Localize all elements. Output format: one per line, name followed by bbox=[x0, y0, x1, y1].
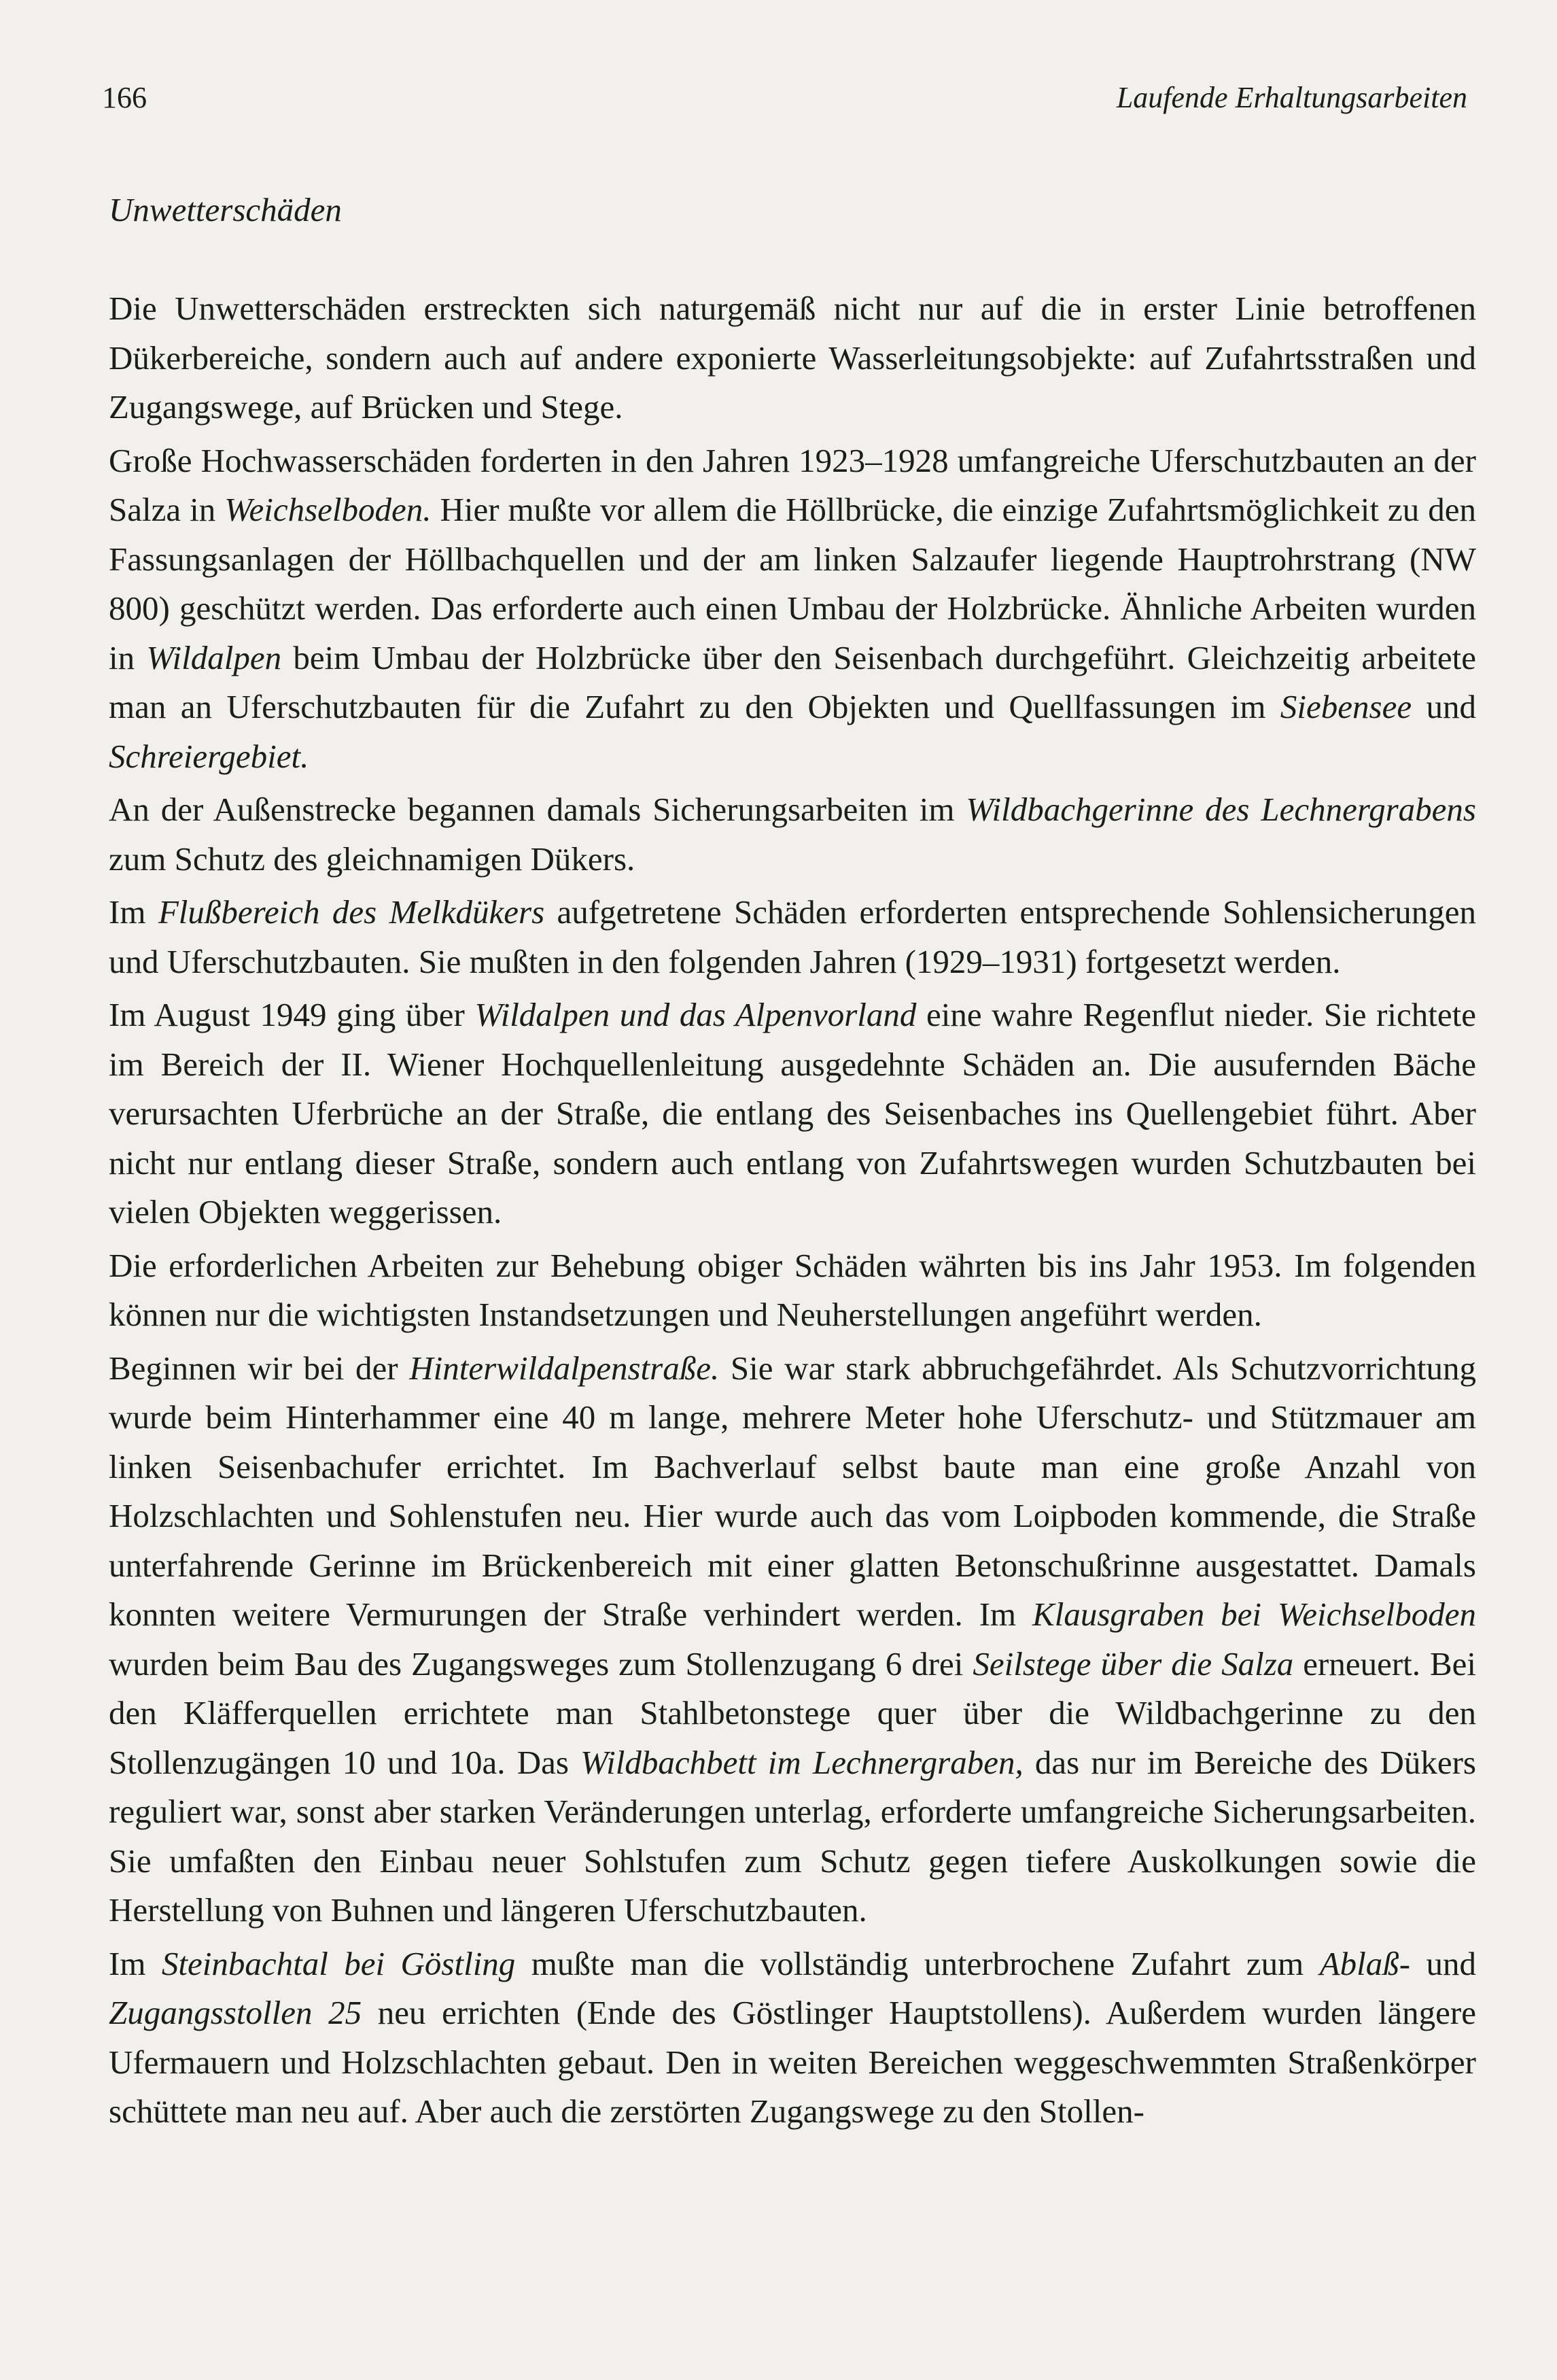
page-number: 166 bbox=[102, 81, 147, 114]
text-run: beim Umbau der Holzbrücke über den Seisenbach durchgeführt. Gleichzeitig arbeitete man an Uferschutzbauten für die Zufahrt zu den Objekten und Quellfassungen im bbox=[109, 638, 1476, 725]
text-run: Im August 1949 ging über bbox=[109, 996, 475, 1033]
italic-text-run: Siebensee bbox=[1280, 688, 1412, 725]
text-run: das nur im Bereiche des Dükers reguliert war, sonst aber starken Veränderungen unterlag, erforderte umfangreiche Sicherungsarbeiten. Sie umfaßten den Einbau neuer Sohlstufen zum Schutz gegen tiefere Auskolkungen sowie die Herstellung von Buhnen und längeren Uferschutzbauten. bbox=[109, 1743, 1476, 1929]
text-run: eine wahre Regenflut nieder. Sie richtete im Bereich der II. Wiener Hochquellenleitung ausgedehnte Schäden an. Die ausufernden Bäche verursachten Uferbrüche an der Straße, die entlang des Seisenbaches ins Quellengebiet führt. Aber nicht nur entlang dieser Straße, sondern auch entlang von Zufahrtswegen wurden Schutzbauten bei vielen Objekten weggerissen. bbox=[109, 996, 1476, 1230]
text-run: Im bbox=[109, 1944, 162, 1982]
text-run: und bbox=[1410, 1944, 1476, 1982]
paragraph bbox=[109, 1939, 1476, 2137]
text-run: An der Außenstrecke begannen damals Sicherungsarbeiten im bbox=[109, 791, 966, 828]
text-run: erneuert. Bei den Kläfferquellen errichtete man Stahlbetonstege quer über die Wildbachgerinne zu den Stollenzugängen 10 und 10a. Das bbox=[109, 1644, 1477, 1781]
text-run: Hier mußte vor allem die Höllbrücke, die einzige Zufahrtsmöglichkeit zu den Fassungsanlagen der Höllbachquellen und der am linken Salzaufer liegende Hauptrohrstrang (NW 800) geschützt werden. Das erforderte auch einen Umbau der Holzbrücke. Ähnliche Arbeiten wurden in bbox=[109, 491, 1476, 676]
italic-text-run: Steinbachtal bei Göstling bbox=[161, 1944, 516, 1982]
body-text bbox=[109, 284, 1476, 2141]
paragraph bbox=[109, 1241, 1476, 1340]
italic-text-run: Wildbachgerinne des Lechnergrabens bbox=[966, 791, 1476, 828]
italic-text-run: Schreiergebiet. bbox=[109, 737, 309, 775]
section-heading: Unwetterschäden bbox=[109, 191, 342, 228]
text-run: neu errichten (Ende des Göstlinger Hauptstollens). Außerdem wurden längere Ufermauern und Holzschlachten gebaut. Den in weiten Bereichen weggeschwemmten Straßenkörper schüttete man neu auf. Aber auch die zerstörten Zugangswege zu den Stollen- bbox=[109, 1994, 1476, 2130]
text-run: Im bbox=[109, 893, 158, 931]
paragraph bbox=[109, 785, 1476, 884]
text-run: Beginnen wir bei der bbox=[109, 1349, 410, 1387]
italic-text-run: Flußbereich des Melkdükers bbox=[158, 893, 545, 931]
text-run: Große Hochwasserschäden forderten in den Jahren 1923–1928 umfangreiche Uferschutzbauten an der Salza in bbox=[109, 441, 1476, 528]
text-run: wurden beim Bau des Zugangsweges zum Stollenzugang 6 drei bbox=[109, 1644, 973, 1683]
italic-text-run: Weichselboden. bbox=[224, 491, 432, 528]
italic-text-run: Ablaß- bbox=[1319, 1944, 1411, 1982]
italic-text-run: Zugangsstollen 25 bbox=[109, 1994, 362, 2031]
italic-text-run: Wildalpen bbox=[146, 638, 282, 676]
text-run: zum Schutz des gleichnamigen Dükers. bbox=[109, 840, 635, 878]
italic-text-run: Wildalpen und das Alpenvorland bbox=[474, 996, 917, 1033]
italic-text-run: Wildbachbett im Lechnergraben, bbox=[580, 1743, 1024, 1781]
paragraph bbox=[109, 990, 1476, 1237]
text-run: mußte man die vollständig unterbrochene Zufahrt zum bbox=[515, 1944, 1320, 1982]
paragraph bbox=[109, 284, 1476, 432]
paragraph bbox=[109, 888, 1476, 986]
italic-text-run: Seilstege über die Salza bbox=[973, 1644, 1294, 1683]
running-header-title: Laufende Erhaltungsarbeiten bbox=[1116, 81, 1467, 114]
text-run: und bbox=[1412, 688, 1477, 725]
text-run: aufgetretene Schäden erforderten entsprechende Sohlensicherungen und Uferschutzbauten. Sie mußten in den folgenden Jahren (1929–1931) fortgesetzt werden. bbox=[109, 893, 1476, 980]
text-run: Sie war stark abbruchgefährdet. Als Schutzvorrichtung wurde beim Hinterhammer eine 40 m lange, mehrere Meter hohe Uferschutz- und Stützmauer am linken Seisenbachufer errichtet. Im Bachverlauf selbst baute man eine große Anzahl von Holzschlachten und Sohlenstufen neu. Hier wurde auch das vom Loipboden kommende, die Straße unterfahrende Gerinne im Brückenbereich mit einer glatten Betonschußrinne ausgestattet. Damals konnten weitere Vermurungen der Straße verhindert werden. Im bbox=[109, 1349, 1476, 1633]
paragraph bbox=[109, 436, 1476, 782]
text-run: Die Unwetterschäden erstreckten sich naturgemäß nicht nur auf die in erster Linie betroffenen Dükerbereiche, sondern auch auf andere exponierte Wasserleitungsobjekte: auf Zufahrtsstraßen und Zugangswege, auf Brücken und Stege. bbox=[109, 290, 1476, 426]
italic-text-run: Klausgraben bei Weichselboden bbox=[1032, 1596, 1477, 1633]
paragraph bbox=[109, 1344, 1476, 1935]
italic-text-run: Hinterwildalpenstraße. bbox=[409, 1349, 720, 1387]
text-run: Die erforderlichen Arbeiten zur Behebung obiger Schäden währten bis ins Jahr 1953. Im folgenden können nur die wichtigsten Instandsetzungen und Neuherstellungen angeführt werden. bbox=[109, 1246, 1476, 1333]
